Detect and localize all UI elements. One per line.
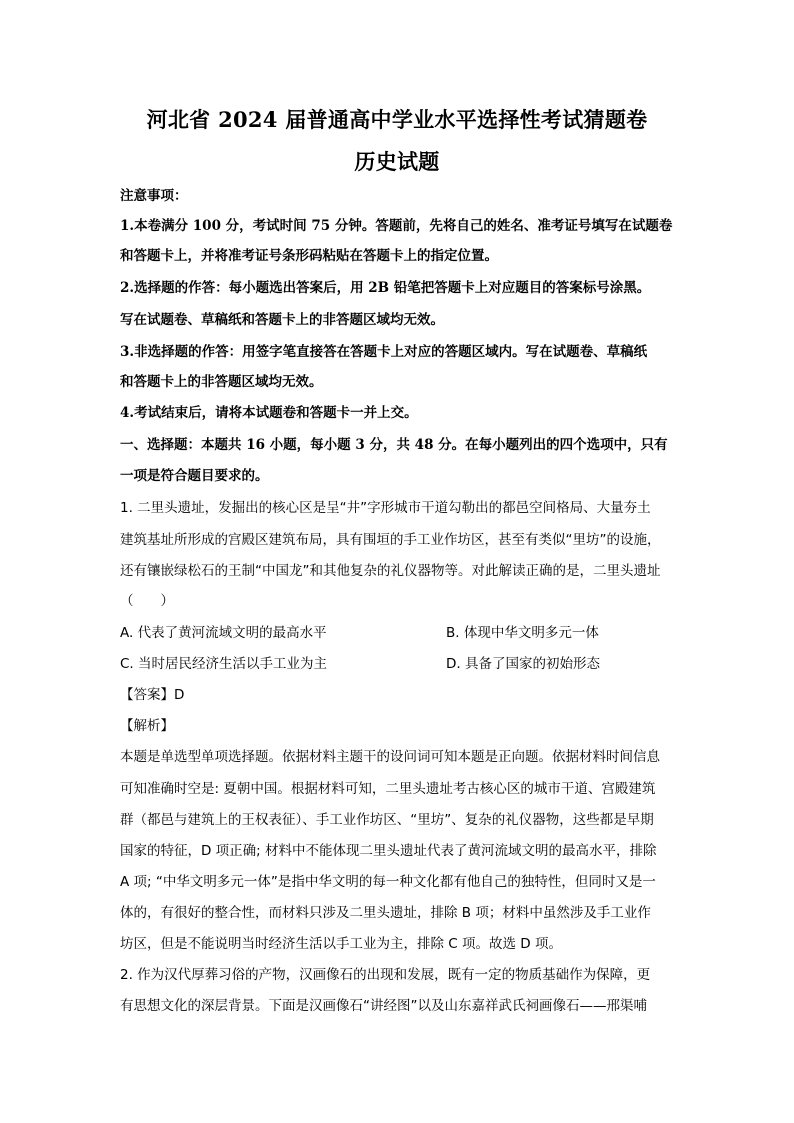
notice-line: 写在试题卷、草稿纸和答题卡上的非答题区域均无效。 xyxy=(120,312,444,328)
analysis-line: 本题是单选型单项选择题。依据材料主题干的设问词可知本题是正向题。依据材料时间信息 xyxy=(120,749,660,765)
analysis-line: 体的，有很好的整合性，而材料只涉及二里头遗址，排除 B 项；材料中虽然涉及手工业作 xyxy=(120,905,651,921)
page-title: 河北省 2024 届普通高中学业水平选择性考试猜题卷 xyxy=(146,107,648,132)
analysis-line: 群（都邑与建筑上的王权表征）、手工业作坊区、“里坊”、复杂的礼仪器物，这些都是早期 xyxy=(120,812,654,828)
answer-label: 【答案】D xyxy=(120,687,185,703)
section-instruction: 一项是符合题目要求的。 xyxy=(120,468,269,484)
notice-line: 4.考试结束后，请将本试题卷和答题卡一并上交。 xyxy=(120,405,418,421)
option-a: A. 代表了黄河流域文明的最高水平 xyxy=(120,625,327,641)
question-1-stem: 1. 二里头遗址，发掘出的核心区是呈“井”字形城市干道勾勒出的都邑空间格局、大量夯土 xyxy=(120,500,651,516)
notice-line: 2.选择题的作答：每小题选出答案后，用 2B 铅笔把答题卡上对应题目的答案标号涂黑。 xyxy=(120,280,651,296)
notice-line: 和答题卡上，并将准考证号条形码粘贴在答题卡上的指定位置。 xyxy=(120,248,498,264)
option-d: D. 具备了国家的初始形态 xyxy=(446,656,600,672)
notice-heading: 注意事项： xyxy=(120,188,188,204)
analysis-line: 国家的特征，D 项正确; 材料中不能体现二里头遗址代表了黄河流域文明的最高水平，排除 xyxy=(120,843,657,859)
question-2-stem: 有思想文化的深层背景。下面是汉画像石“讲经图”以及山东嘉祥武氏祠画像石——邢渠哺 xyxy=(120,998,647,1014)
section-instruction: 一、选择题：本题共 16 小题，每小题 3 分，共 48 分。在每小题列出的四个选项中，只有 xyxy=(120,437,668,453)
analysis-line: A 项; “中华文明多元一体”是指中华文明的每一种文化都有他自己的独特性，但同时又是一 xyxy=(120,874,656,890)
analysis-label: 【解析】 xyxy=(120,718,174,734)
question-1-blank: （ ） xyxy=(120,593,174,609)
analysis-line: 坊区，但是不能说明当时经济生活以手工业为主，排除 C 项。故选 D 项。 xyxy=(120,936,562,952)
question-1-stem: 还有镶嵌绿松石的王制“中国龙”和其他复杂的礼仪器物等。对此解读正确的是，二里头遗址 xyxy=(120,563,661,579)
page-subtitle: 历史试题 xyxy=(354,149,440,174)
notice-line: 和答题卡上的非答题区域均无效。 xyxy=(120,374,323,390)
question-2-stem: 2. 作为汉代厚葬习俗的产物，汉画像石的出现和发展，既有一定的物质基础作为保障，更 xyxy=(120,967,651,983)
analysis-line: 可知准确时空是: 夏朝中国。根据材料可知，二里头遗址考古核心区的城市干道、宫殿建筑 xyxy=(120,781,656,797)
option-b: B. 体现中华文明多元一体 xyxy=(446,625,599,641)
notice-line: 3.非选择题的作答：用签字笔直接答在答题卡上对应的答题区域内。写在试题卷、草稿纸 xyxy=(120,344,648,360)
option-c: C. 当时居民经济生活以手工业为主 xyxy=(120,656,328,672)
question-1-stem: 建筑基址所形成的宫殿区建筑布局，具有围垣的手工业作坊区，甚至有类似“里坊”的设施， xyxy=(120,532,661,548)
notice-line: 1.本卷满分 100 分，考试时间 75 分钟。答题前，先将自己的姓名、准考证号填写在试题卷 xyxy=(120,218,673,234)
